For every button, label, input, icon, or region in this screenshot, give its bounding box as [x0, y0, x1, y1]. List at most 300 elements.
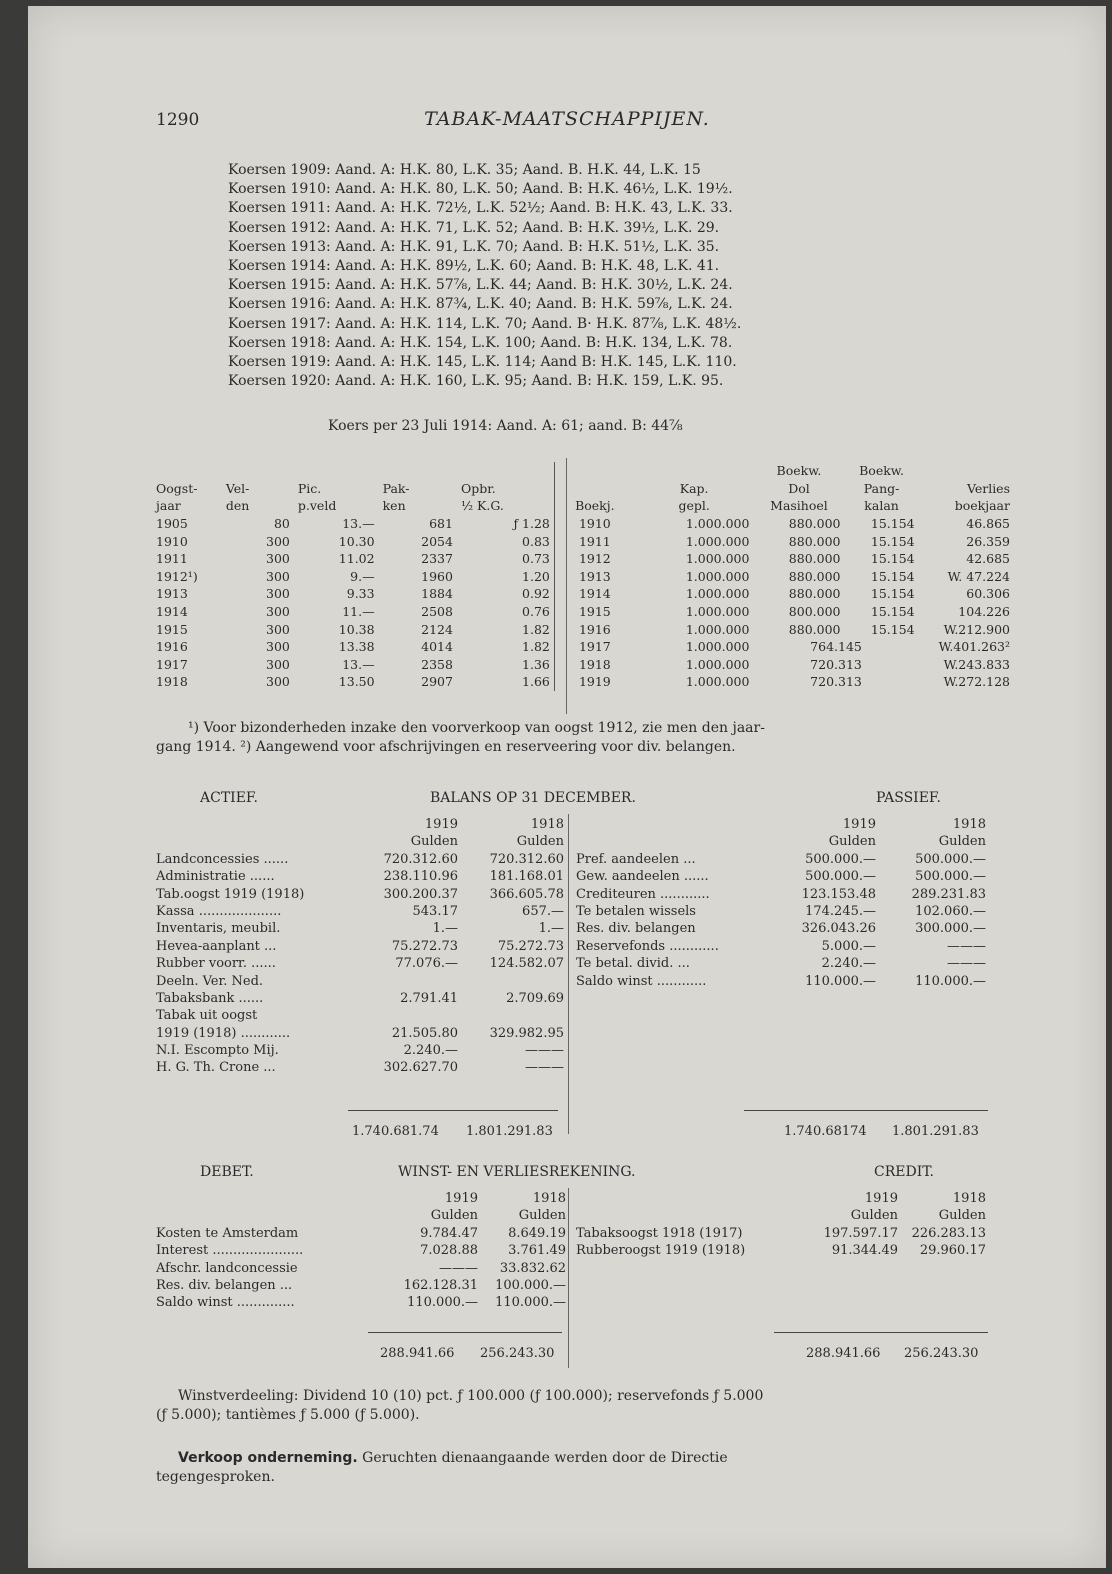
table-cell: 60.306 [966, 586, 1010, 602]
ledger-row [156, 920, 566, 937]
ledger-value-1919: ——— [439, 1260, 478, 1276]
table-header-cell: Pang- [863, 480, 900, 496]
ledger-value-1919: 2.791.41 [400, 990, 458, 1006]
year-header: 1918 [530, 817, 564, 832]
table-cell: 15.154 [870, 604, 915, 620]
ledger-label: Saldo winst ............ [576, 973, 707, 989]
ledger-row [576, 833, 986, 850]
table-header-cell [554, 480, 634, 498]
ledger-row [156, 1242, 566, 1259]
table-header-cell: den [225, 498, 250, 514]
koersen-line: Koersen 1914: Aand. A: H.K. 89½, L.K. 60; Aand. B: H.K. 48, L.K. 41. [228, 258, 720, 275]
table-header-cell: Pak- [382, 480, 410, 496]
table-header-cell [635, 462, 754, 480]
ledger-label: Hevea-aanplant ... [156, 938, 277, 954]
table-cell: 300 [266, 551, 290, 567]
koersen-line: Koersen 1912: Aand. A: H.K. 71, L.K. 52; Aand. B: H.K. 39½, L.K. 29. [228, 219, 720, 236]
koersen-line: Koersen 1920: Aand. A: H.K. 160, L.K. 95; Aand. B: H.K. 159, L.K. 95. [228, 373, 724, 390]
passief-total-1918: 1.801.291.83 [892, 1124, 979, 1139]
table-cell: 1914 [554, 585, 634, 603]
balans-divider [568, 814, 569, 1134]
unit-header: Gulden [518, 1208, 566, 1224]
ledger-row [156, 851, 566, 868]
table-cell: 1911 [554, 532, 634, 550]
table-cell: 1.82 [522, 621, 550, 637]
table-cell: 880.000 [788, 568, 841, 584]
ledger-row [576, 816, 986, 833]
actief-total-1918: 1.801.291.83 [466, 1124, 553, 1139]
ledger-row [576, 1190, 986, 1207]
footnote-1: ¹) Voor bizonderheden inzake den voorverkoop van oogst 1912, zie men den jaar- [188, 720, 765, 736]
ledger-label: N.I. Escompto Mij. [156, 1043, 279, 1059]
unit-header: Gulden [828, 834, 876, 850]
table-cell: 300 [266, 604, 290, 620]
table-cell: 13.38 [338, 639, 375, 655]
ledger-value-1918: 124.582.07 [489, 956, 564, 972]
ledger-label: Inventaris, meubil. [156, 921, 281, 937]
table-cell: 1.000.000 [685, 639, 750, 655]
ledger-label: Tabaksoogst 1918 (1917) [576, 1225, 743, 1241]
ledger-label: Rubberoogst 1919 (1918) [576, 1243, 746, 1259]
ledger-value-1919: 720.312.60 [383, 851, 458, 867]
table-cell: 42.685 [966, 551, 1010, 567]
table-row [152, 568, 1014, 586]
table-cell: 1.82 [522, 639, 550, 655]
ledger-row [576, 1225, 986, 1242]
ledger-label: Te betal. divid. ... [576, 956, 690, 972]
table-cell: 681 [429, 516, 453, 532]
year-header: 1919 [444, 1191, 478, 1206]
unit-header: Gulden [850, 1208, 898, 1224]
ledger-value-1919: 302.627.70 [383, 1060, 458, 1076]
table-row [152, 585, 1014, 603]
ledger-row [576, 920, 986, 937]
actief-total-rule [348, 1110, 558, 1111]
table-cell: 1916 [156, 639, 188, 655]
table-cell: 2054 [421, 533, 453, 549]
table-cell: 764.145 [810, 639, 862, 655]
table-row [152, 638, 1014, 656]
ledger-value-1919: 21.505.80 [391, 1025, 458, 1041]
table-cell: 2358 [421, 656, 453, 672]
table-cell: 1.000.000 [685, 656, 750, 672]
table-header-row [152, 497, 1014, 515]
winst-title: WINST- EN VERLIESREKENING. [398, 1164, 636, 1180]
ledger-row [156, 1025, 566, 1042]
ledger-label: Res. div. belangen [576, 921, 696, 937]
table-cell: 1913 [554, 568, 634, 586]
ledger-label: Kosten te Amsterdam [156, 1225, 299, 1241]
table-cell: 9.— [350, 568, 375, 584]
table-cell: 15.154 [870, 568, 915, 584]
table-cell: 2337 [421, 551, 453, 567]
footnote-2: gang 1914. ²) Aangewend voor afschrijvingen en reserveering voor div. belangen. [156, 739, 736, 755]
year-header: 1919 [842, 817, 876, 832]
table-cell: 1905 [156, 516, 188, 532]
table-header-cell: p.veld [297, 498, 337, 514]
passief-total-rule [744, 1110, 988, 1111]
koersen-line: Koersen 1911: Aand. A: H.K. 72½, L.K. 52½; Aand. B: H.K. 43, L.K. 33. [228, 200, 733, 217]
table-cell: 1913 [156, 586, 188, 602]
table-header-cell: Opbr. [460, 480, 496, 496]
ledger-value-1919: 91.344.49 [831, 1243, 898, 1259]
table-cell: 1.000.000 [685, 604, 750, 620]
table-cell: 0.73 [522, 551, 550, 567]
table-cell: 1912 [554, 550, 634, 568]
ledger-value-1918: 110.000.— [495, 1295, 566, 1311]
table-cell: 15.154 [870, 551, 915, 567]
table-header-cell [152, 462, 222, 480]
ledger-row [156, 903, 566, 920]
table-cell: 800.000 [788, 604, 841, 620]
table-header-cell [554, 462, 634, 480]
ledger-value-1919: 9.784.47 [420, 1225, 478, 1241]
ledger-row [156, 1059, 566, 1076]
table-cell: 10.30 [338, 533, 375, 549]
table-header-cell: Boekw. [859, 463, 904, 479]
table-cell: 13.— [342, 516, 375, 532]
ledger-value-1918: 33.832.62 [499, 1260, 566, 1276]
passief-column [576, 816, 986, 990]
table-cell: 880.000 [788, 621, 841, 637]
verkoop-text: Geruchten dienaangaande werden door de Directie [362, 1450, 728, 1466]
table-cell: 1.000.000 [685, 516, 750, 532]
ledger-row [156, 1225, 566, 1242]
ledger-value-1919: 7.028.88 [420, 1243, 478, 1259]
table-cell: 1.000.000 [685, 586, 750, 602]
ledger-value-1918: 289.231.83 [911, 886, 986, 902]
winstverdeeling-line-2: (ƒ 5.000); tantièmes ƒ 5.000 (ƒ 5.000). [156, 1407, 420, 1423]
ledger-row [156, 886, 566, 903]
ledger-label: Saldo winst .............. [156, 1295, 295, 1311]
page-title: TABAK-MAATSCHAPPIJEN. [424, 108, 710, 130]
table-cell: 1915 [156, 621, 188, 637]
ledger-label: Administratie ...... [156, 869, 275, 885]
table-cell: 10.38 [338, 621, 375, 637]
ledger-row [156, 1294, 566, 1311]
ledger-value-1918: 720.312.60 [489, 851, 564, 867]
table-cell: 720.313 [810, 674, 862, 690]
ledger-value-1919: 77.076.— [395, 956, 458, 972]
ledger-value-1919: 326.043.26 [801, 921, 876, 937]
table-cell: 880.000 [788, 586, 841, 602]
ledger-label: Gew. aandeelen ...... [576, 869, 709, 885]
table-cell: 1916 [554, 620, 634, 638]
table-cell: 0.83 [522, 533, 550, 549]
table-cell: 4014 [421, 639, 453, 655]
ledger-row [156, 1260, 566, 1277]
table-cell: 1.000.000 [685, 568, 750, 584]
table-cell: 15.154 [870, 516, 915, 532]
debet-title: DEBET. [200, 1164, 254, 1180]
ledger-label: Interest ...................... [156, 1243, 304, 1259]
table-cell: 2124 [421, 621, 453, 637]
year-header: 1918 [532, 1191, 566, 1206]
table-cell: 1.20 [522, 568, 550, 584]
table-header-cell: Kap. [679, 480, 709, 496]
ledger-row [576, 955, 986, 972]
table-cell: 1918 [554, 656, 634, 674]
ledger-row [156, 833, 566, 850]
debet-total-1919: 288.941.66 [380, 1346, 455, 1361]
ledger-value-1919: 1.— [432, 921, 458, 937]
ledger-row [576, 886, 986, 903]
ledger-value-1919: 500.000.— [805, 851, 876, 867]
ledger-value-1918: 102.060.— [915, 903, 986, 919]
table-row [152, 620, 1014, 638]
table-row [152, 515, 1014, 533]
table-header-cell [457, 462, 554, 480]
ledger-value-1918: 110.000.— [915, 973, 986, 989]
ledger-row [156, 990, 566, 1007]
koersen-line: Koersen 1913: Aand. A: H.K. 91, L.K. 70; Aand. B: H.K. 51½, L.K. 35. [228, 238, 720, 255]
table-cell: 880.000 [788, 516, 841, 532]
ledger-label: Te betalen wissels [576, 903, 696, 919]
table-cell: 11.— [342, 604, 375, 620]
ledger-label: Afschr. landconcessie [156, 1260, 298, 1276]
table-header-cell: boekjaar [954, 498, 1010, 514]
table-cell: 1.000.000 [685, 551, 750, 567]
table-cell: 300 [266, 586, 290, 602]
ledger-value-1919: 110.000.— [407, 1295, 478, 1311]
ledger-value-1918: 3.761.49 [508, 1243, 566, 1259]
ledger-value-1919: 197.597.17 [823, 1225, 898, 1241]
table-cell: 1917 [156, 656, 188, 672]
debet-column [156, 1190, 566, 1312]
oogst-table [152, 462, 1014, 691]
ledger-value-1919: 123.153.48 [801, 886, 876, 902]
table-cell: 1915 [554, 603, 634, 621]
table-cell: 880.000 [788, 533, 841, 549]
ledger-row [156, 1042, 566, 1059]
table-header-cell: Boekw. [776, 463, 822, 479]
table-cell: 2508 [421, 604, 453, 620]
table-cell: 1910 [554, 515, 634, 533]
unit-header: Gulden [938, 1208, 986, 1224]
ledger-value-1918: 8.649.19 [508, 1225, 566, 1241]
table-cell: 15.154 [870, 533, 915, 549]
ledger-value-1919: 300.200.37 [383, 886, 458, 902]
ledger-label: Pref. aandeelen ... [576, 851, 696, 867]
ledger-value-1919: 500.000.— [805, 869, 876, 885]
ledger-row [156, 1207, 566, 1224]
table-cell: W.272.128 [943, 674, 1010, 690]
table-cell: 46.865 [966, 516, 1010, 532]
year-header: 1919 [424, 817, 458, 832]
ledger-label: Landconcessies ...... [156, 851, 289, 867]
koersen-line: Koersen 1917: Aand. A: H.K. 114, L.K. 70; Aand. B· H.K. 87⅞, L.K. 48½. [228, 315, 742, 332]
ledger-label: 1919 (1918) ............ [156, 1025, 291, 1041]
ledger-value-1918: 1.— [538, 921, 564, 937]
table-cell: 300 [266, 533, 290, 549]
ledger-value-1919: 543.17 [412, 903, 458, 919]
ledger-value-1918: 300.000.— [915, 921, 986, 937]
ledger-value-1919: 5.000.— [821, 938, 876, 954]
table-cell: 1884 [421, 586, 453, 602]
ledger-value-1918: 2.709.69 [506, 990, 564, 1006]
ledger-row [156, 955, 566, 972]
table-cell: 300 [266, 656, 290, 672]
koers-per-line: Koers per 23 Juli 1914: Aand. A: 61; aand. B: 44⅞ [328, 418, 683, 434]
table-cell: 1917 [554, 638, 634, 656]
ledger-value-1918: ——— [947, 956, 986, 972]
credit-title: CREDIT. [874, 1164, 934, 1180]
debet-total-1918: 256.243.30 [480, 1346, 555, 1361]
table-cell: 300 [266, 568, 290, 584]
ledger-row [156, 816, 566, 833]
year-header: 1918 [952, 1191, 986, 1206]
table-cell: 1914 [156, 604, 188, 620]
ledger-value-1919: 110.000.— [805, 973, 876, 989]
table-row [152, 532, 1014, 550]
table-header-cell: Pic. [297, 480, 322, 496]
table-cell: 300 [266, 621, 290, 637]
koersen-list [228, 161, 741, 391]
table-cell: 1918 [156, 674, 188, 690]
koersen-line: Koersen 1916: Aand. A: H.K. 87¾, L.K. 40; Aand. B: H.K. 59⅞, L.K. 24. [228, 296, 733, 313]
year-header: 1919 [864, 1191, 898, 1206]
ledger-value-1918: ——— [525, 1043, 564, 1059]
table-cell: 1919 [554, 673, 634, 691]
table-cell: 1.000.000 [685, 621, 750, 637]
table-cell: ƒ 1.28 [513, 516, 550, 532]
ledger-value-1919: 75.272.73 [391, 938, 458, 954]
ledger-value-1918: 366.605.78 [489, 886, 564, 902]
ledger-row [156, 1277, 566, 1294]
table-header-cell: kalan [864, 498, 899, 514]
table-cell: 0.76 [522, 604, 550, 620]
table-header-cell [919, 462, 1014, 480]
table-header-cell [294, 462, 379, 480]
table-header-cell: Verlies [966, 480, 1010, 496]
ledger-label: Crediteuren ............ [576, 886, 710, 902]
table-cell: 0.92 [522, 586, 550, 602]
year-header: 1918 [952, 817, 986, 832]
winst-divider [568, 1188, 569, 1368]
table-header-cell: ken [382, 498, 406, 514]
table-header-cell: ½ K.G. [460, 498, 504, 514]
table-header-row [152, 480, 1014, 498]
table-header-cell: Vel- [225, 480, 250, 496]
ledger-label: Tabak uit oogst [156, 1008, 258, 1024]
table-cell: 11.02 [338, 551, 375, 567]
koersen-line: Koersen 1915: Aand. A: H.K. 57⅞, L.K. 44; Aand. B: H.K. 30½, L.K. 24. [228, 277, 733, 294]
table-cell: W.212.900 [943, 621, 1010, 637]
passief-total-1919: 1.740.68174 [784, 1124, 867, 1139]
ledger-label: H. G. Th. Crone ... [156, 1060, 276, 1076]
debet-total-rule [368, 1332, 562, 1333]
table-cell: W.401.263² [938, 639, 1010, 655]
ledger-label: Tab.oogst 1919 (1918) [156, 886, 305, 902]
table-header-cell: Masihoel [770, 498, 828, 514]
unit-header: Gulden [516, 834, 564, 850]
table-cell: 1912¹) [156, 568, 198, 584]
table-row [152, 673, 1014, 691]
table-cell: 300 [266, 639, 290, 655]
ledger-value-1919: 2.240.— [403, 1043, 458, 1059]
unit-header: Gulden [938, 834, 986, 850]
table-header-cell: jaar [156, 498, 181, 514]
ledger-value-1919: 238.110.96 [383, 869, 458, 885]
table-cell: 880.000 [788, 551, 841, 567]
ledger-row [576, 938, 986, 955]
table-cell: 13.50 [338, 674, 375, 690]
actief-title: ACTIEF. [200, 790, 258, 806]
verkoop-line-2: tegengesproken. [156, 1469, 275, 1485]
table-header-row [152, 462, 1014, 480]
ledger-value-1918: 29.960.17 [919, 1243, 986, 1259]
ledger-label: Reservefonds ............ [576, 938, 719, 954]
credit-total-1918: 256.243.30 [904, 1346, 979, 1361]
ledger-row [156, 1190, 566, 1207]
page-number: 1290 [156, 110, 200, 130]
ledger-value-1918: ——— [947, 938, 986, 954]
ledger-value-1918: 100.000.— [495, 1277, 566, 1293]
ledger-value-1918: 75.272.73 [497, 938, 564, 954]
table-header-cell: Dol [788, 480, 810, 496]
table-header-cell [379, 462, 457, 480]
koersen-line: Koersen 1919: Aand. A: H.K. 145, L.K. 114; Aand B: H.K. 145, L.K. 110. [228, 354, 737, 371]
table-cell: 1.000.000 [685, 533, 750, 549]
ledger-row [576, 1242, 986, 1259]
koersen-line: Koersen 1909: Aand. A: H.K. 80, L.K. 35; Aand. B. H.K. 44, L.K. 15 [228, 162, 701, 178]
ledger-value-1919: 162.128.31 [403, 1277, 478, 1293]
table-cell: 1910 [156, 533, 188, 549]
credit-column [576, 1190, 986, 1260]
table-cell: 1.36 [522, 656, 550, 672]
table-cell: 13.— [342, 656, 375, 672]
ledger-value-1918: 500.000.— [915, 869, 986, 885]
ledger-label: Rubber voorr. ...... [156, 956, 276, 972]
table-row [152, 550, 1014, 568]
ledger-label: Kassa .................... [156, 903, 282, 919]
table-row [152, 656, 1014, 674]
winstverdeeling-line-1: Winstverdeeling: Dividend 10 (10) pct. ƒ 100.000 (ƒ 100.000); reservefonds ƒ 5.000 [178, 1388, 764, 1404]
ledger-value-1918: 657.— [522, 903, 564, 919]
credit-total-rule [774, 1332, 988, 1333]
koersen-line: Koersen 1918: Aand. A: H.K. 154, L.K. 100; Aand. B: H.K. 134, L.K. 78. [228, 334, 733, 351]
table-row [152, 603, 1014, 621]
ledger-value-1918: 500.000.— [915, 851, 986, 867]
actief-total-1919: 1.740.681.74 [352, 1124, 439, 1139]
table-header-cell: gepl. [678, 498, 710, 514]
table-cell: 720.313 [810, 656, 862, 672]
table-cell: 104.226 [958, 604, 1010, 620]
actief-column [156, 816, 566, 1077]
table-cell: 1911 [156, 551, 188, 567]
credit-total-1919: 288.941.66 [806, 1346, 881, 1361]
ledger-row [576, 973, 986, 990]
unit-header: Gulden [410, 834, 458, 850]
ledger-row [576, 1207, 986, 1224]
ledger-label: Res. div. belangen ... [156, 1277, 293, 1293]
verkoop-label: Verkoop onderneming. [178, 1450, 358, 1466]
table-cell: 80 [273, 516, 290, 532]
ledger-value-1918: 181.168.01 [489, 869, 564, 885]
ledger-value-1919: 2.240.— [821, 956, 876, 972]
table-header-cell: Boekj. [554, 497, 634, 515]
table-cell: W.243.833 [943, 656, 1010, 672]
table-cell: 15.154 [870, 586, 915, 602]
table-cell: 300 [266, 674, 290, 690]
table-cell: 15.154 [870, 621, 915, 637]
passief-title: PASSIEF. [876, 790, 941, 806]
ledger-row [576, 903, 986, 920]
table-cell: 1960 [421, 568, 453, 584]
ledger-row [156, 973, 566, 990]
table-header-cell: Oogst- [156, 480, 198, 496]
ledger-row [576, 868, 986, 885]
